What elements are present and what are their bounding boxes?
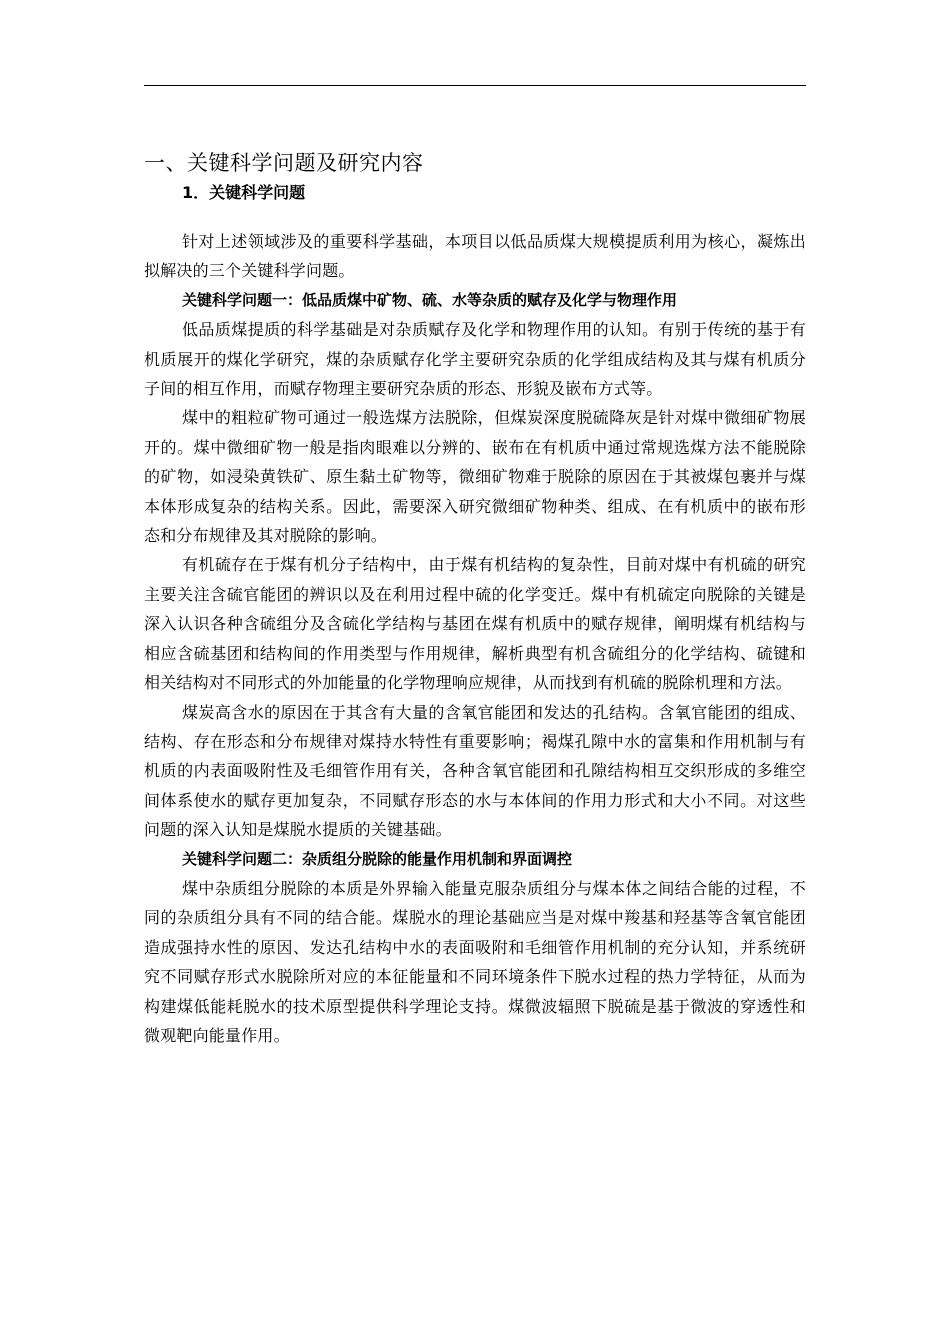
paragraph: 低品质煤提质的科学基础是对杂质赋存及化学和物理作用的认知。有别于传统的基于有机质展开的煤化学研究，煤的杂质赋存化学主要研究杂质的化学组成结构及其与煤有机质分子间的相互作用，而赋存物理主要研究杂质的形态、形貌及嵌布方式等。 xyxy=(144,320,806,399)
paragraph: 煤中杂质组分脱除的本质是外界输入能量克服杂质组分与煤本体之间结合能的过程，不同的杂质组分具有不同的结合能。煤脱水的理论基础应当是对煤中羧基和羟基等含氧官能团造成强持水性的原因、发达孔结构中水的表面吸附和毛细管作用机制的充分认知，并系统研究不同赋存形式水脱除所对应的本征能量和不同环境条件下脱水过程的热力学特征，从而为构建煤低能耗脱水的技术原型提供科学理论支持。煤微波辐照下脱硫是基于微波的穿透性和微观靶向能量作用。 xyxy=(144,878,806,1045)
key-question-2-title: 关键科学问题二：杂质组分脱除的能量作用机制和界面调控 xyxy=(182,849,573,868)
intro-paragraph: 针对上述领域涉及的重要科学基础，本项目以低品质煤大规模提质利用为核心，凝炼出拟解决的三个关键科学问题。 xyxy=(144,232,806,281)
paragraph: 煤炭高含水的原因在于其含有大量的含氧官能团和发达的孔结构。含氧官能团的组成、结构、存在形态和分布规律对煤持水特性有重要影响；褐煤孔隙中水的富集和作用机制与有机质的内表面吸附性及毛细管作用有关，各种含氧官能团和孔隙结构相互交织形成的多维空间体系使水的赋存更加复杂，不同赋存形态的水与本体间的作用力形式和大小不同。对这些问题的深入认知是煤脱水提质的关键基础。 xyxy=(144,702,806,840)
header-rule xyxy=(144,85,806,86)
paragraph: 煤中的粗粒矿物可通过一般选煤方法脱除，但煤炭深度脱硫降灰是针对煤中微细矿物展开的。煤中微细矿物一般是指肉眼难以分辨的、嵌布在有机质中通过常规选煤方法不能脱除的矿物，如浸染黄铁矿、原生黏土矿物等，微细矿物难于脱除的原因在于其被煤包裹并与煤本体形成复杂的结构关系。因此，需要深入研究微细矿物种类、组成、在有机质中的嵌布形态和分布规律及其对脱除的影响。 xyxy=(144,408,806,546)
paragraph: 有机硫存在于煤有机分子结构中，由于煤有机结构的复杂性，目前对煤中有机硫的研究主要关注含硫官能团的辨识以及在利用过程中硫的化学变迁。煤中有机硫定向脱除的关键是深入认识各种含硫组分及含硫化学结构与基团在煤有机质中的赋存规律，阐明煤有机结构与相应含硫基团和结构间的作用类型与作用规律，解析典型有机含硫组分的化学结构、硫键和相关结构对不同形式的外加能量的化学物理响应规律，从而找到有机硫的脱除机理和方法。 xyxy=(144,555,806,693)
key-question-1-title: 关键科学问题一：低品质煤中矿物、硫、水等杂质的赋存及化学与物理作用 xyxy=(182,290,678,309)
subsection-heading: 1．关键科学问题 xyxy=(182,183,306,202)
section-heading: 一、关键科学问题及研究内容 xyxy=(144,151,424,175)
document-body xyxy=(144,148,806,1050)
